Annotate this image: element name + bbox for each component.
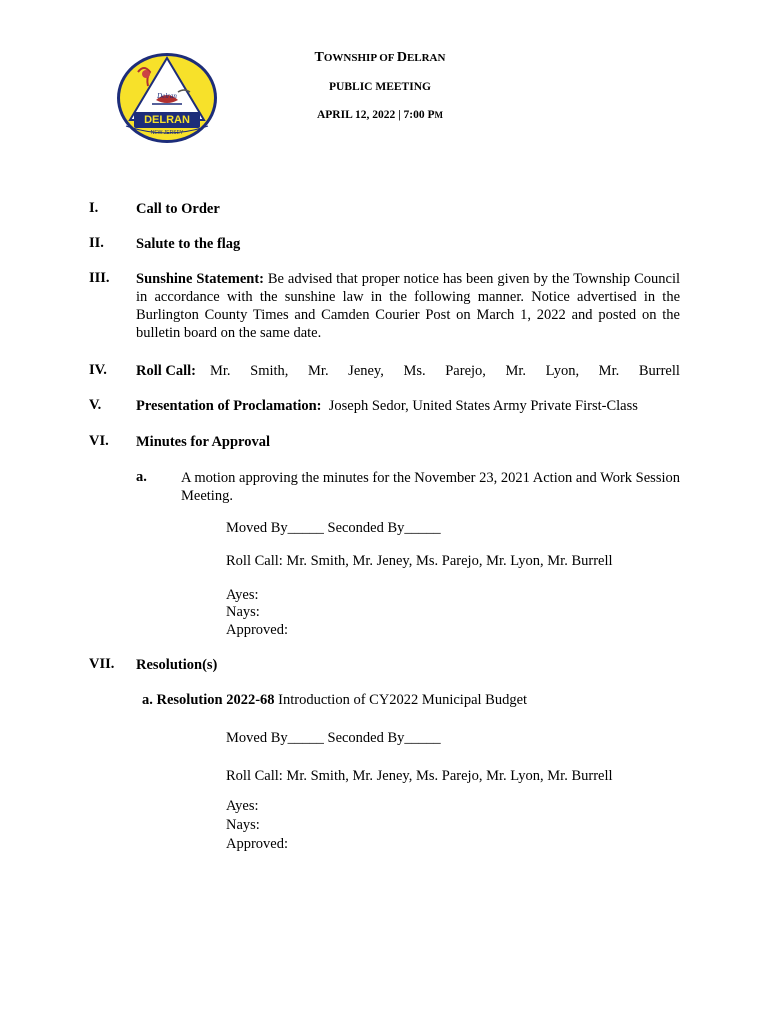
item-number: II. (89, 235, 104, 251)
item-title-minutes: Minutes for Approval (136, 434, 271, 450)
roll-call-word: Mr. (598, 363, 620, 379)
proclamation-row (136, 397, 680, 415)
township-seal (116, 52, 218, 144)
item-number: I. (89, 200, 99, 216)
item-title-roll-call: Roll Call: (136, 363, 197, 379)
sunshine-text: Be advised that proper notice has been given by the Township Council in accordance with the sunshine law in the following manner. Notice advertised in the Burlington County Times and Camden Courier Post on March 1, 2022 and posted on the bulletin board on the same date. (136, 271, 681, 341)
item-title-salute: Salute to the flag (136, 236, 241, 252)
resolution-moved-by: Moved By_____ Seconded By_____ (226, 730, 441, 746)
item-number: VII. (89, 656, 115, 672)
seal-name: DELRAN (144, 114, 190, 126)
resolution-nays: Nays: (226, 817, 260, 833)
resolution-approved: Approved: (226, 836, 289, 852)
roll-call-word: Smith, (250, 363, 289, 379)
item-title-call-to-order: Call to Order (136, 201, 220, 217)
seal-inner-word: Delran (157, 92, 177, 100)
roll-call-word: Parejo, (445, 363, 486, 379)
roll-call-word: Mr. (308, 363, 329, 379)
minutes-motion-text: A motion approving the minutes for the November 23, 2021 Action and Work Session Meeting. (181, 470, 680, 504)
item-number: III. (89, 270, 110, 286)
item-title-resolutions: Resolution(s) (136, 657, 218, 673)
resolution-roll-call: Roll Call: Mr. Smith, Mr. Jeney, Ms. Parejo, Mr. Lyon, Mr. Burrell (226, 768, 613, 784)
item-title-proclamation: Presentation of Proclamation: (136, 398, 322, 414)
document-title: TOWNSHIP OF DELRAN (314, 50, 446, 65)
roll-call-word: Lyon, (545, 363, 580, 379)
roll-call-row (136, 362, 680, 380)
roll-call-word: Mr. (505, 363, 527, 379)
roll-call-names (210, 362, 680, 380)
item-number: IV. (89, 362, 107, 378)
minutes-moved-by: Moved By_____ Seconded By_____ (226, 520, 441, 536)
item-title-sunshine: Sunshine Statement: (136, 271, 264, 287)
item-number: VI. (89, 433, 109, 449)
proclamation-text: Joseph Sedor, United States Army Private First-Class (328, 398, 638, 414)
roll-call-word: Burrell (638, 363, 680, 379)
item-number: V. (89, 397, 102, 413)
resolution-label: a. Resolution 2022-68 (142, 692, 275, 708)
seal-footer: NEW JERSEY (150, 130, 184, 136)
minutes-roll-call: Roll Call: Mr. Smith, Mr. Jeney, Ms. Parejo, Mr. Lyon, Mr. Burrell (226, 553, 613, 569)
minutes-letter: a. (136, 469, 147, 485)
roll-call-word: Jeney, (348, 363, 384, 379)
resolution-ayes: Ayes: (226, 798, 259, 814)
minutes-approved: Approved: (226, 622, 289, 638)
meeting-date: APRIL 12, 2022 | 7:00 PM (316, 109, 444, 121)
meeting-type: PUBLIC MEETING (329, 81, 431, 93)
roll-call-word: Ms. (403, 363, 426, 379)
resolution-line (142, 692, 527, 709)
roll-call-word: Mr. (210, 363, 231, 379)
minutes-nays: Nays: (226, 604, 260, 620)
sunshine-statement (136, 270, 680, 342)
resolution-text: Introduction of CY2022 Municipal Budget (274, 692, 528, 708)
minutes-ayes: Ayes: (226, 587, 259, 603)
